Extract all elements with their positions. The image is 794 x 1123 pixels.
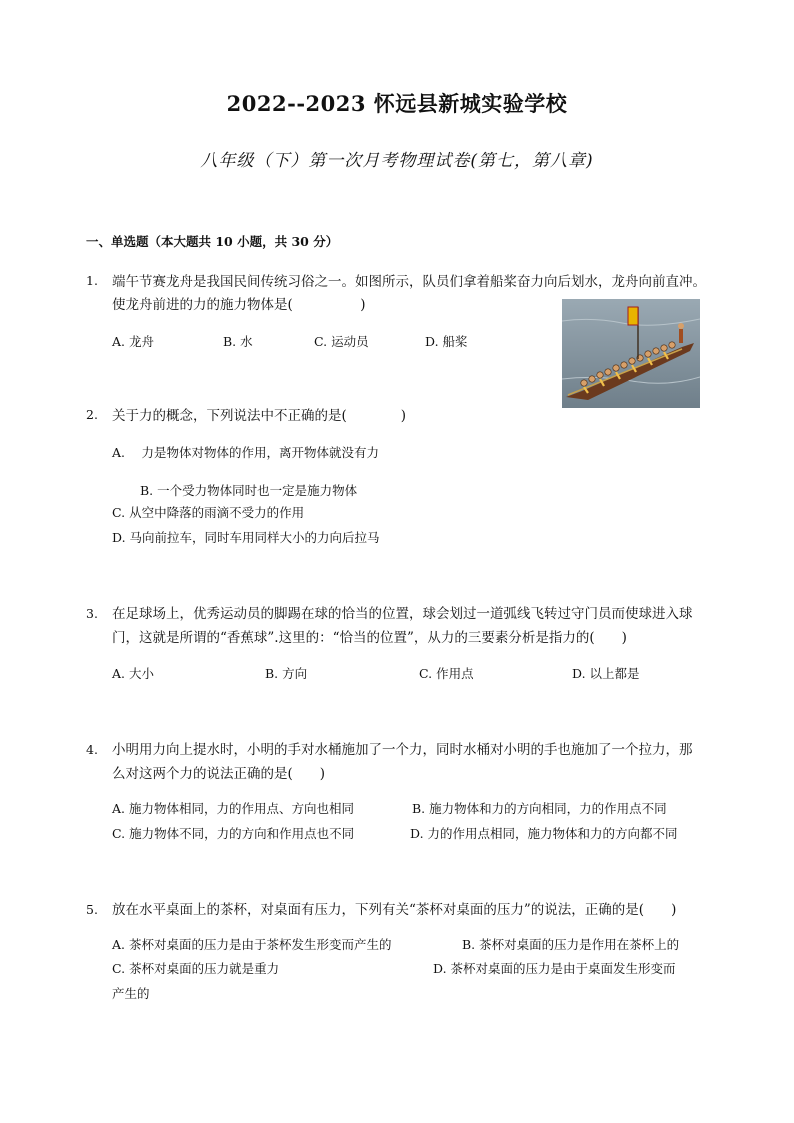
question-text-line: 么对这两个力的说法正确的是( ) [112, 766, 326, 782]
option-c: C. 施力物体不同，力的方向和作用点也不同 [112, 826, 355, 841]
option-d: D. 以上都是 [572, 666, 640, 681]
option-b: B. 茶杯对桌面的压力是作用在茶杯上的 [462, 937, 680, 952]
question-text-line: 关于力的概念，下列说法中不正确的是( ) [112, 408, 407, 424]
question-number: 1. [86, 273, 98, 288]
option-b: B. 施力物体和力的方向相同，力的作用点不同 [412, 801, 667, 816]
question-number: 2. [86, 407, 98, 422]
option-d: D. 茶杯对桌面的压力是由于桌面发生形变而 [433, 961, 676, 976]
question-text-line: 端午节赛龙舟是我国民间传统习俗之一。如图所示，队员们拿着船桨奋力向后划水，龙舟向前直冲。 [112, 274, 706, 290]
option-c: C. 从空中降落的雨滴不受力的作用 [112, 505, 305, 520]
option-b: B. 方向 [265, 666, 308, 681]
exam-title: 2022--2023 怀远县新城实验学校 [226, 91, 568, 116]
question-number: 4. [86, 742, 98, 757]
dragon-boat-illustration [562, 299, 700, 408]
question-text-line: 使龙舟前进的力的施力物体是( ) [112, 297, 366, 313]
option-a: A. 龙舟 [112, 334, 154, 349]
question-text-line: 门，这就是所谓的“香蕉球”.这里的：“恰当的位置”，从力的三要素分析是指力的( ) [112, 630, 627, 646]
dragon-boat-photo [562, 299, 700, 408]
option-d: D. 马向前拉车，同时车用同样大小的力向后拉马 [112, 530, 380, 545]
option-d: D. 力的作用点相同，施力物体和力的方向都不同 [410, 826, 678, 841]
option-b: B. 一个受力物体同时也一定是施力物体 [140, 483, 358, 498]
option-a: A. 力是物体对物体的作用，离开物体就没有力 [112, 445, 379, 460]
option-a: A. 大小 [112, 666, 154, 681]
option-d: D. 船桨 [425, 334, 468, 349]
question-text-line: 在足球场上，优秀运动员的脚踢在球的恰当的位置，球会划过一道弧线飞转过守门员而使球进入球 [112, 606, 693, 622]
option-b: B. 水 [223, 334, 253, 349]
option-a: A. 施力物体相同，力的作用点、方向也相同 [112, 801, 354, 816]
option-c: C. 运动员 [314, 334, 369, 349]
question-text-line: 放在水平桌面上的茶杯，对桌面有压力，下列有关“茶杯对桌面的压力”的说法，正确的是( ) [112, 902, 677, 918]
section-heading: 一、单选题（本大题共 10 小题，共 30 分） [86, 234, 339, 249]
option-c: C. 作用点 [419, 666, 474, 681]
question-number: 3. [86, 606, 98, 621]
question-text-line: 小明用力向上提水时，小明的手对水桶施加了一个力，同时水桶对小明的手也施加了一个拉力，那 [112, 742, 693, 758]
question-number: 5. [86, 902, 98, 917]
exam-subtitle: 八年级（下）第一次月考物理试卷(第七，第八章) [200, 151, 594, 171]
option-c: C. 茶杯对桌面的压力就是重力 [112, 961, 280, 976]
option-d-continued: 产生的 [112, 986, 150, 1001]
option-a: A. 茶杯对桌面的压力是由于茶杯发生形变而产生的 [112, 937, 392, 952]
